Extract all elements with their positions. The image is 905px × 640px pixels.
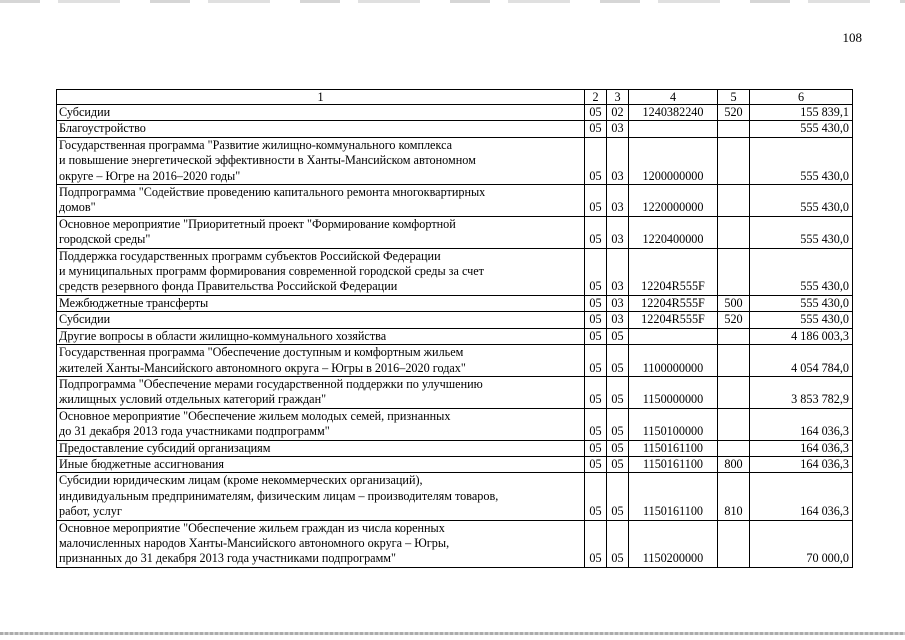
subsection-code: 03 xyxy=(607,121,629,137)
table-row xyxy=(57,408,853,440)
description-line: Поддержка государственных программ субъектов Российской Федерации xyxy=(59,248,441,263)
section-code: 05 xyxy=(585,520,607,567)
description-line: Благоустройство xyxy=(59,121,146,136)
column-header: 5 xyxy=(718,90,750,105)
target-article-code: 1220000000 xyxy=(629,185,718,217)
amount: 164 036,3 xyxy=(750,456,853,472)
column-header: 1 xyxy=(57,90,585,105)
description-line: Подпрограмма "Обеспечение мерами государственной поддержки по улучшению xyxy=(59,376,483,391)
target-article-code: 1150000000 xyxy=(629,376,718,408)
target-article-code: 1150161100 xyxy=(629,440,718,456)
description-line: Предоставление субсидий организациям xyxy=(59,440,271,455)
description-line: работ, услуг xyxy=(59,504,122,519)
subsection-code: 05 xyxy=(607,520,629,567)
expense-type-code: 810 xyxy=(718,473,750,520)
page-number: 108 xyxy=(842,30,862,45)
amount: 555 430,0 xyxy=(750,248,853,295)
expense-type-code: 500 xyxy=(718,295,750,311)
expense-type-code xyxy=(718,345,750,377)
section-code: 05 xyxy=(585,121,607,137)
budget-table xyxy=(56,89,853,568)
expense-type-code: 520 xyxy=(718,312,750,328)
target-article-code: 1150200000 xyxy=(629,520,718,567)
subsection-code: 05 xyxy=(607,456,629,472)
description-line: Субсидии xyxy=(59,312,111,327)
row-description xyxy=(57,328,585,344)
amount: 4 054 784,0 xyxy=(750,345,853,377)
target-article-code: 12204R555F xyxy=(629,295,718,311)
column-header: 6 xyxy=(750,90,853,105)
section-code: 05 xyxy=(585,408,607,440)
section-code: 05 xyxy=(585,473,607,520)
description-line: индивидуальным предпринимателям, физическим лицам – производителям товаров, xyxy=(59,488,499,503)
expense-type-code xyxy=(718,216,750,248)
target-article-code: 1220400000 xyxy=(629,216,718,248)
target-article-code: 12204R555F xyxy=(629,248,718,295)
section-code: 05 xyxy=(585,248,607,295)
table-row xyxy=(57,376,853,408)
subsection-code: 05 xyxy=(607,345,629,377)
section-code: 05 xyxy=(585,137,607,184)
description-line: жилищных условий отдельных категорий граждан" xyxy=(59,392,327,407)
expense-type-code xyxy=(718,520,750,567)
table-row xyxy=(57,440,853,456)
table-row xyxy=(57,328,853,344)
column-header: 4 xyxy=(629,90,718,105)
target-article-code: 1150161100 xyxy=(629,473,718,520)
expense-type-code xyxy=(718,440,750,456)
description-line: малочисленных народов Ханты-Мансийского автономного округа – Югры, xyxy=(59,535,450,550)
description-line: Основное мероприятие "Обеспечение жильем граждан из числа коренных xyxy=(59,520,445,535)
expense-type-code xyxy=(718,328,750,344)
description-line: Государственная программа "Обеспечение доступным и комфортным жильем xyxy=(59,345,464,360)
subsection-code: 05 xyxy=(607,376,629,408)
section-code: 05 xyxy=(585,185,607,217)
expense-type-code xyxy=(718,248,750,295)
column-header: 3 xyxy=(607,90,629,105)
description-line: Иные бюджетные ассигнования xyxy=(59,456,225,471)
column-header: 2 xyxy=(585,90,607,105)
amount: 3 853 782,9 xyxy=(750,376,853,408)
expense-type-code xyxy=(718,137,750,184)
section-code: 05 xyxy=(585,440,607,456)
amount: 164 036,3 xyxy=(750,408,853,440)
target-article-code xyxy=(629,328,718,344)
description-line: Основное мероприятие "Обеспечение жильем молодых семей, признанных xyxy=(59,408,451,423)
amount: 555 430,0 xyxy=(750,137,853,184)
expense-type-code xyxy=(718,185,750,217)
description-line: жителей Ханты-Мансийского автономного округа – Югры в 2016–2020 годах" xyxy=(59,360,466,375)
amount: 555 430,0 xyxy=(750,185,853,217)
row-description xyxy=(57,248,585,295)
subsection-code: 05 xyxy=(607,408,629,440)
table-row xyxy=(57,295,853,311)
section-code: 05 xyxy=(585,312,607,328)
expense-type-code xyxy=(718,121,750,137)
subsection-code: 03 xyxy=(607,295,629,311)
description-line: Субсидии юридическим лицам (кроме некоммерческих организаций), xyxy=(59,473,423,488)
table-row xyxy=(57,248,853,295)
amount: 164 036,3 xyxy=(750,473,853,520)
row-description xyxy=(57,216,585,248)
table-row xyxy=(57,185,853,217)
row-description xyxy=(57,137,585,184)
table-header-row xyxy=(57,90,853,105)
scan-top-edge xyxy=(0,0,905,3)
table-row xyxy=(57,105,853,121)
subsection-code: 03 xyxy=(607,216,629,248)
description-line: Субсидии xyxy=(59,105,111,119)
description-line: Основное мероприятие "Приоритетный проект "Формирование комфортной xyxy=(59,216,456,231)
amount: 555 430,0 xyxy=(750,312,853,328)
description-line: и повышение энергетической эффективности в Ханты-Мансийском автономном xyxy=(59,153,476,168)
row-description xyxy=(57,345,585,377)
table-row xyxy=(57,216,853,248)
row-description xyxy=(57,121,585,137)
target-article-code: 1240382240 xyxy=(629,105,718,121)
row-description xyxy=(57,105,585,121)
description-line: домов" xyxy=(59,200,96,215)
subsection-code: 03 xyxy=(607,137,629,184)
description-line: городской среды" xyxy=(59,232,151,247)
table-row xyxy=(57,520,853,567)
scan-bottom-edge xyxy=(0,632,905,635)
description-line: Государственная программа "Развитие жилищно-коммунального комплекса xyxy=(59,137,453,152)
target-article-code: 12204R555F xyxy=(629,312,718,328)
target-article-code xyxy=(629,121,718,137)
table-row xyxy=(57,456,853,472)
amount: 555 430,0 xyxy=(750,216,853,248)
description-line: и муниципальных программ формирования современной городской среды за счет xyxy=(59,264,484,279)
row-description xyxy=(57,456,585,472)
expense-type-code xyxy=(718,376,750,408)
subsection-code: 03 xyxy=(607,185,629,217)
section-code: 05 xyxy=(585,295,607,311)
table-row xyxy=(57,312,853,328)
section-code: 05 xyxy=(585,105,607,121)
description-line: Другие вопросы в области жилищно-коммунального хозяйства xyxy=(59,328,387,343)
table-row xyxy=(57,137,853,184)
row-description xyxy=(57,520,585,567)
description-line: средств резервного фонда Правительства Российской Федерации xyxy=(59,279,398,294)
row-description xyxy=(57,440,585,456)
target-article-code: 1150161100 xyxy=(629,456,718,472)
section-code: 05 xyxy=(585,345,607,377)
section-code: 05 xyxy=(585,216,607,248)
table-body xyxy=(57,90,853,568)
row-description xyxy=(57,376,585,408)
subsection-code: 03 xyxy=(607,248,629,295)
expense-type-code xyxy=(718,408,750,440)
row-description xyxy=(57,473,585,520)
section-code: 05 xyxy=(585,456,607,472)
target-article-code: 1200000000 xyxy=(629,137,718,184)
row-description xyxy=(57,408,585,440)
row-description xyxy=(57,312,585,328)
amount: 164 036,3 xyxy=(750,440,853,456)
target-article-code: 1100000000 xyxy=(629,345,718,377)
subsection-code: 05 xyxy=(607,328,629,344)
table-row xyxy=(57,121,853,137)
description-line: признанных до 31 декабря 2013 года участниками подпрограмм" xyxy=(59,551,396,566)
table-row xyxy=(57,345,853,377)
amount: 155 839,1 xyxy=(750,105,853,121)
expense-type-code: 520 xyxy=(718,105,750,121)
amount: 555 430,0 xyxy=(750,295,853,311)
table-row xyxy=(57,473,853,520)
subsection-code: 05 xyxy=(607,473,629,520)
amount: 4 186 003,3 xyxy=(750,328,853,344)
description-line: Межбюджетные трансферты xyxy=(59,295,209,310)
target-article-code: 1150100000 xyxy=(629,408,718,440)
row-description xyxy=(57,295,585,311)
subsection-code: 02 xyxy=(607,105,629,121)
subsection-code: 05 xyxy=(607,440,629,456)
amount: 555 430,0 xyxy=(750,121,853,137)
description-line: до 31 декабря 2013 года участниками подпрограмм" xyxy=(59,424,330,439)
description-line: Подпрограмма "Содействие проведению капитального ремонта многоквартирных xyxy=(59,185,486,200)
section-code: 05 xyxy=(585,328,607,344)
section-code: 05 xyxy=(585,376,607,408)
amount: 70 000,0 xyxy=(750,520,853,567)
subsection-code: 03 xyxy=(607,312,629,328)
description-line: округе – Югре на 2016–2020 годы" xyxy=(59,168,241,183)
row-description xyxy=(57,185,585,217)
expense-type-code: 800 xyxy=(718,456,750,472)
